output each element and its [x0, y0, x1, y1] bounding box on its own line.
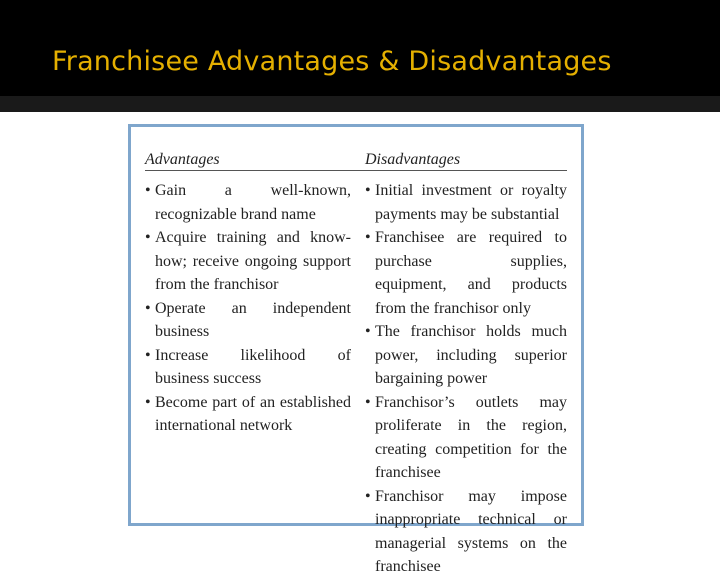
advantage-item: • Become part of an established international network — [145, 391, 351, 438]
advantage-item: • Acquire training and know-how; receive ongoing support from the franchisor — [145, 226, 351, 297]
disadvantage-item: • Franchisor may impose inappropriate technical or managerial systems on the franchisee — [365, 485, 567, 579]
comparison-table — [128, 124, 584, 575]
disadvantages-list — [365, 179, 567, 579]
advantage-item: • Gain a well-known, recognizable brand name — [145, 179, 351, 226]
disadvantage-item: • Franchisee are required to purchase supplies, equipment, and products from the franchisor only — [365, 226, 567, 320]
disadvantage-item: • Franchisor’s outlets may proliferate in the region, creating competition for the franchisee — [365, 391, 567, 485]
advantages-list — [145, 179, 351, 438]
slide-title: Franchisee Advantages & Disadvantages — [52, 46, 612, 77]
title-strip — [0, 96, 720, 112]
advantages-header: Advantages — [145, 151, 220, 168]
advantage-item: • Increase likelihood of business success — [145, 344, 351, 391]
disadvantages-header: Disadvantages — [365, 151, 461, 168]
advantage-item: • Operate an independent business — [145, 297, 351, 344]
disadvantage-item: • The franchisor holds much power, including superior bargaining power — [365, 320, 567, 391]
disadvantages-column — [365, 149, 567, 579]
advantages-column — [145, 149, 351, 438]
disadvantage-item: • Initial investment or royalty payments may be substantial — [365, 179, 567, 226]
